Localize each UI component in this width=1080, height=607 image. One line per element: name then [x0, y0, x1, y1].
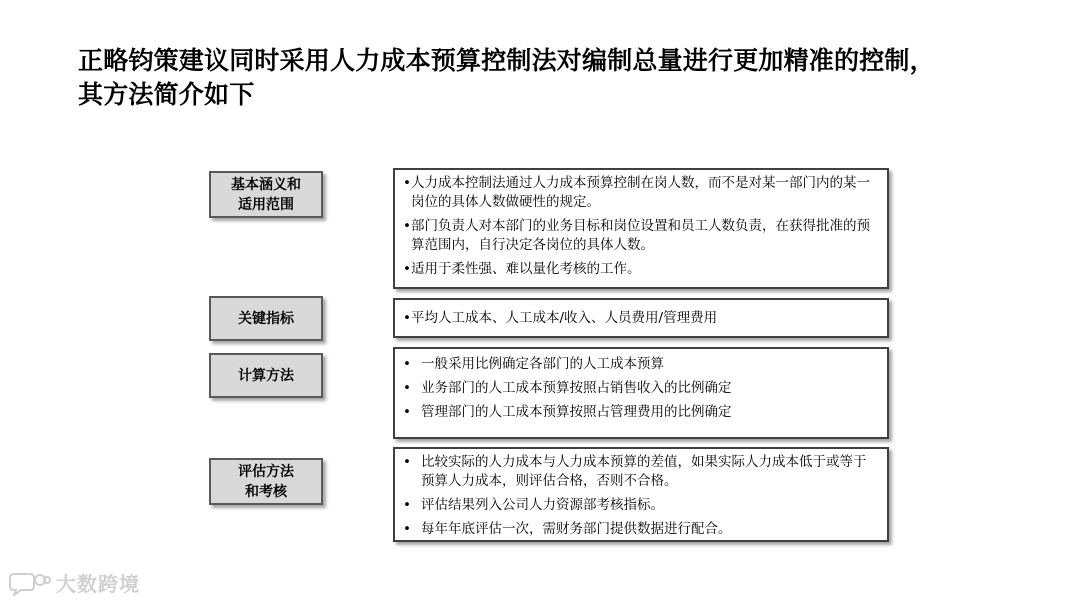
content-evaluation-method: [393, 447, 889, 542]
bullet-icon: •: [403, 454, 411, 470]
bullet-icon: •: [403, 497, 411, 513]
list-item: [403, 260, 877, 279]
bullet-icon: •: [403, 261, 411, 277]
bullet-icon: •: [403, 175, 411, 191]
label-text: 计算方法: [238, 367, 294, 384]
bullet-icon: •: [403, 310, 411, 326]
bullet-icon: •: [403, 521, 411, 537]
label-basic-meaning: [209, 171, 323, 218]
label-text: 基本涵义和: [231, 176, 301, 193]
bullet-list: [403, 309, 877, 328]
list-item-text: 一般采用比例确定各部门的人工成本预算: [421, 356, 664, 372]
list-item-text: 适用于柔性强、难以量化考核的工作。: [411, 261, 641, 277]
label-text: 关键指标: [238, 310, 294, 327]
list-item: [403, 174, 877, 212]
label-text: 评估方法: [238, 463, 294, 480]
bullet-list: [403, 174, 877, 279]
label-text: 和考核: [245, 483, 287, 500]
page-title: [78, 44, 1038, 112]
list-item: [403, 403, 877, 422]
list-item: [403, 309, 877, 328]
list-item-text: 业务部门的人工成本预算按照占销售收入的比例确定: [421, 380, 732, 396]
bullet-icon: •: [403, 356, 411, 372]
list-item-text: 每年年底评估一次，需财务部门提供数据进行配合。: [421, 521, 732, 537]
list-item-text: 平均人工成本、人工成本/收入、人员费用/管理费用: [411, 310, 718, 326]
list-item-text: 评估结果列入公司人力资源部考核指标。: [421, 497, 664, 513]
list-item: [403, 379, 877, 398]
label-text: 适用范围: [238, 196, 294, 213]
bullet-icon: •: [403, 218, 411, 234]
chat-bubble-logo-icon: [8, 570, 52, 596]
watermark: [8, 568, 140, 597]
content-key-indicators: [393, 298, 889, 338]
bullet-list: [403, 453, 877, 539]
watermark-text: 大数跨境: [56, 572, 140, 596]
bullet-icon: •: [403, 380, 411, 396]
list-item-text: 比较实际的人力成本与人力成本预算的差值，如果实际人力成本低于或等于预算人力成本，则评估合格，否则不合格。: [421, 454, 867, 489]
label-key-indicators: [209, 296, 323, 341]
bullet-list: [403, 355, 877, 422]
list-item: [403, 355, 877, 374]
label-calculation-method: [209, 353, 323, 398]
page-title-line-1: 正略钧策建议同时采用人力成本预算控制法对编制总量进行更加精准的控制，: [78, 46, 935, 75]
list-item: [403, 453, 877, 491]
list-item-text: 管理部门的人工成本预算按照占管理费用的比例确定: [421, 404, 732, 420]
list-item: [403, 496, 877, 515]
bullet-icon: •: [403, 404, 411, 420]
list-item-text: 部门负责人对本部门的业务目标和岗位设置和员工人数负责，在获得批准的预算范围内，自行决定各岗位的具体人数。: [411, 218, 870, 253]
list-item: [403, 217, 877, 255]
list-item-text: 人力成本控制法通过人力成本预算控制在岗人数，而不是对某一部门内的某一岗位的具体人数做硬性的规定。: [411, 175, 870, 210]
content-calculation-method: [393, 347, 889, 439]
content-basic-meaning: [393, 168, 889, 289]
list-item: [403, 520, 877, 539]
label-evaluation-method: [209, 458, 323, 505]
page-title-line-2: 其方法简介如下: [78, 80, 255, 109]
